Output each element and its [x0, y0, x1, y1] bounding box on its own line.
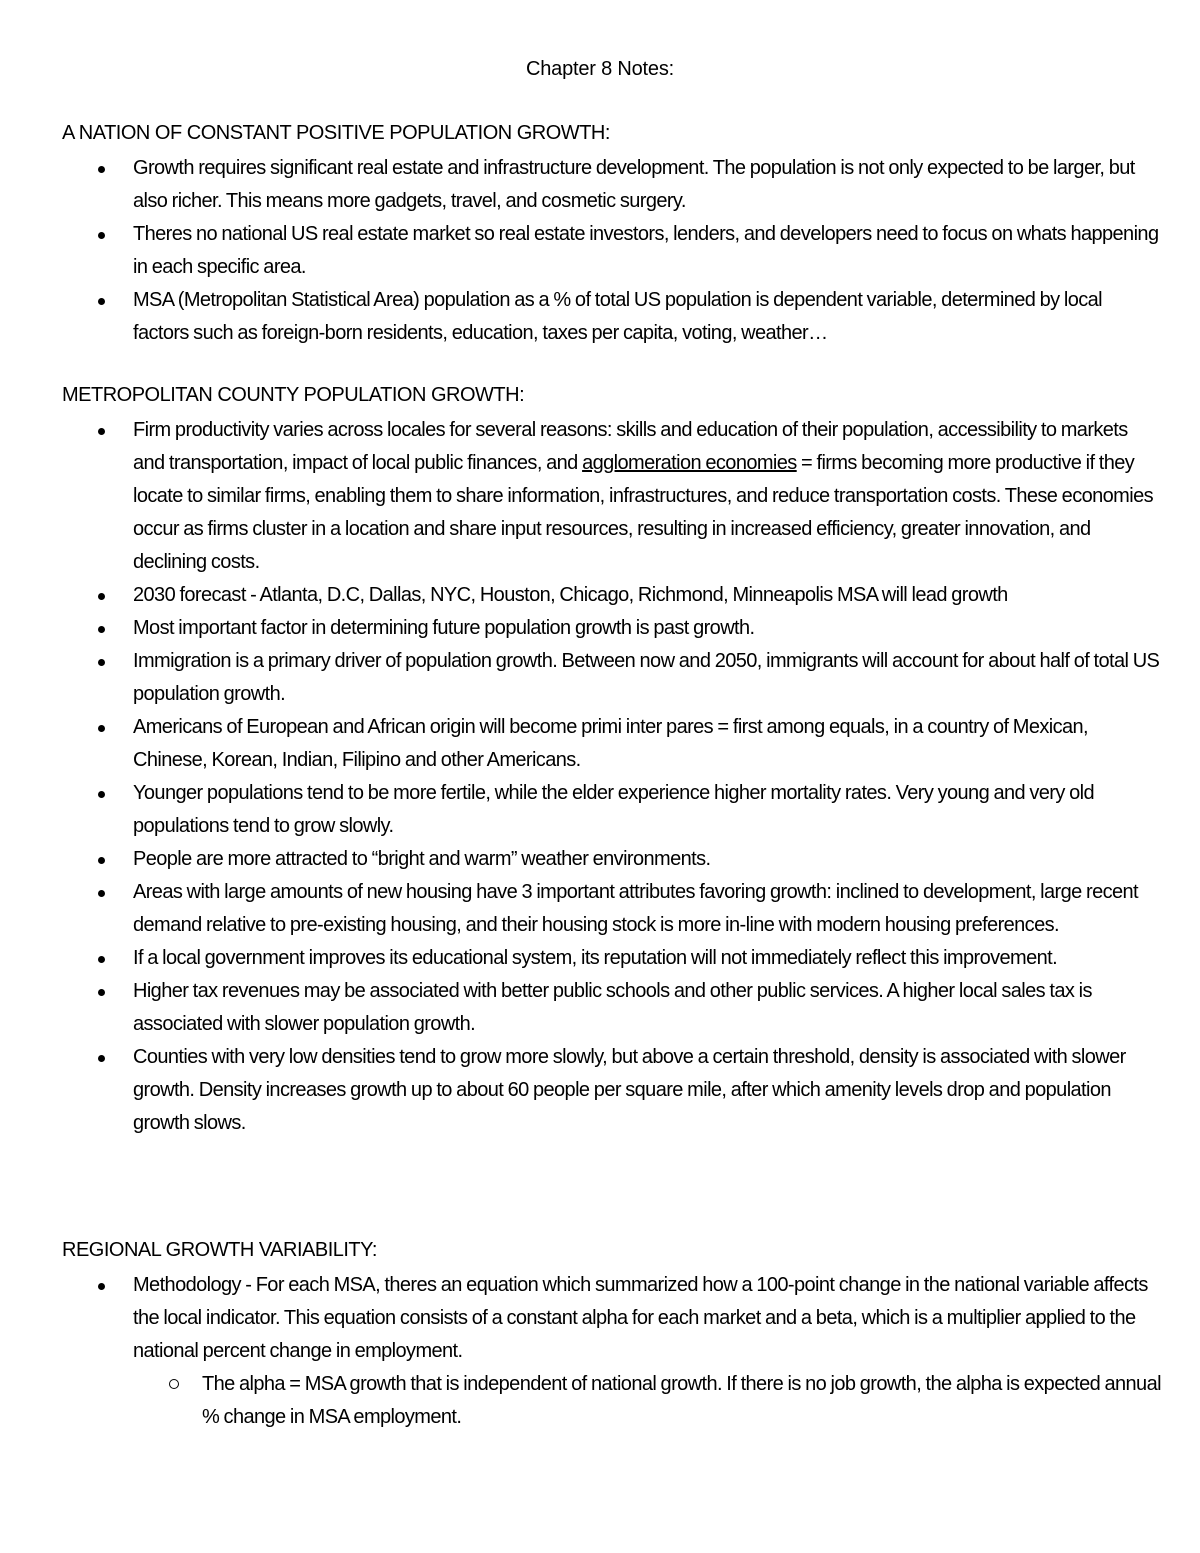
list-item-text: = firms becoming more productive if they locate to similar firms, enabling them to share information, infrastructures, and reduce transportation costs. These economies occur as firms cluster in a location and share input resources, resulting in increased efficiency, greater innovation, and declining costs.: [133, 452, 1154, 573]
section-metropolitan-growth: [62, 381, 1162, 1140]
list-item: [62, 218, 1162, 284]
list-item-text: Younger populations tend to be more fertile, while the elder experience higher mortality rates. Very young and very old populations tend to grow slowly.: [133, 782, 1095, 837]
hollow-bullet-icon: [169, 1379, 179, 1389]
bullet-icon: [98, 956, 105, 963]
list-item: [62, 711, 1162, 777]
list-item: [62, 1269, 1162, 1368]
list-item-text: If a local government improves its educational system, its reputation will not immediately reflect this improvement.: [133, 947, 1058, 969]
list-item-text: Higher tax revenues may be associated with better public schools and other public services. A higher local sales tax is associated with slower population growth.: [133, 980, 1092, 1035]
sub-bullet-list: [62, 1368, 1162, 1434]
list-item: [62, 1041, 1162, 1140]
bullet-icon: [98, 890, 105, 897]
list-item-text: MSA (Metropolitan Statistical Area) population as a % of total US population is dependent variable, determined by local factors such as foreign-born residents, education, taxes per capita, voting, weather…: [133, 289, 1103, 344]
bullet-list: [62, 1269, 1162, 1368]
sub-list-item: [62, 1368, 1162, 1434]
list-item-text: People are more attracted to “bright and warm” weather environments.: [133, 848, 711, 870]
bullet-icon: [98, 593, 105, 600]
bullet-icon: [98, 1055, 105, 1062]
section-heading: METROPOLITAN COUNTY POPULATION GROWTH:: [62, 384, 525, 406]
list-item-text: Firm productivity varies across locales for several reasons: skills and education of their population, accessibility to markets and transportation, impact of local public finances, and: [133, 419, 1128, 474]
sub-list-item-text: The alpha = MSA growth that is independent of national growth. If there is no job growth, the alpha is expected annual % change in MSA employment.: [202, 1373, 1161, 1428]
list-item: [62, 876, 1162, 942]
bullet-icon: [98, 428, 105, 435]
bullet-icon: [98, 232, 105, 239]
bullet-icon: [98, 989, 105, 996]
list-item: [62, 645, 1162, 711]
bullet-icon: [98, 857, 105, 864]
section-regional-variability: [62, 1236, 1162, 1434]
list-item-text: Counties with very low densities tend to grow more slowly, but above a certain threshold, density is associated with slower growth. Density increases growth up to about 60 people per square mile, after which amenity levels drop and population growth slows.: [133, 1046, 1126, 1134]
bullet-list: [62, 152, 1162, 350]
list-item: [62, 414, 1162, 579]
underlined-term: agglomeration economies: [582, 452, 797, 474]
bullet-icon: [98, 659, 105, 666]
bullet-icon: [98, 298, 105, 305]
list-item-text: Theres no national US real estate market so real estate investors, lenders, and developers need to focus on whats happening in each specific area.: [133, 223, 1159, 278]
list-item: [62, 612, 1162, 645]
list-item: [62, 843, 1162, 876]
bullet-icon: [98, 166, 105, 173]
list-item: [62, 284, 1162, 350]
list-item: [62, 975, 1162, 1041]
section-heading: A NATION OF CONSTANT POSITIVE POPULATION GROWTH:: [62, 122, 610, 144]
list-item: [62, 152, 1162, 218]
bullet-icon: [98, 626, 105, 633]
list-item: [62, 942, 1162, 975]
list-item-text: Methodology - For each MSA, theres an equation which summarized how a 100-point change in the national variable affects the local indicator. This equation consists of a constant alpha for each market and a beta, which is a multiplier applied to the national percent change in employment.: [133, 1274, 1148, 1362]
document-title: Chapter 8 Notes:: [526, 58, 674, 80]
list-item-text: Most important factor in determining future population growth is past growth.: [133, 617, 755, 639]
section-national-growth: [62, 119, 1162, 350]
section-heading: REGIONAL GROWTH VARIABILITY:: [62, 1239, 377, 1261]
list-item-text: Areas with large amounts of new housing have 3 important attributes favoring growth: inclined to development, large recent demand relative to pre-existing housing, and their housing stock is more in-line with modern housing preferences.: [133, 881, 1138, 936]
list-item: [62, 777, 1162, 843]
list-item-text: 2030 forecast - Atlanta, D.C, Dallas, NYC, Houston, Chicago, Richmond, Minneapolis MSA will lead growth: [133, 584, 1008, 606]
list-item-text: Americans of European and African origin will become primi inter pares = first among equals, in a country of Mexican, Chinese, Korean, Indian, Filipino and other Americans.: [133, 716, 1089, 771]
bullet-icon: [98, 1283, 105, 1290]
bullet-icon: [98, 791, 105, 798]
list-item-text: Growth requires significant real estate and infrastructure development. The population is not only expected to be larger, but also richer. This means more gadgets, travel, and cosmetic surgery.: [133, 157, 1135, 212]
list-item: [62, 579, 1162, 612]
bullet-icon: [98, 725, 105, 732]
list-item-text: Immigration is a primary driver of population growth. Between now and 2050, immigrants will account for about half of total US population growth.: [133, 650, 1160, 705]
bullet-list: [62, 414, 1162, 1140]
